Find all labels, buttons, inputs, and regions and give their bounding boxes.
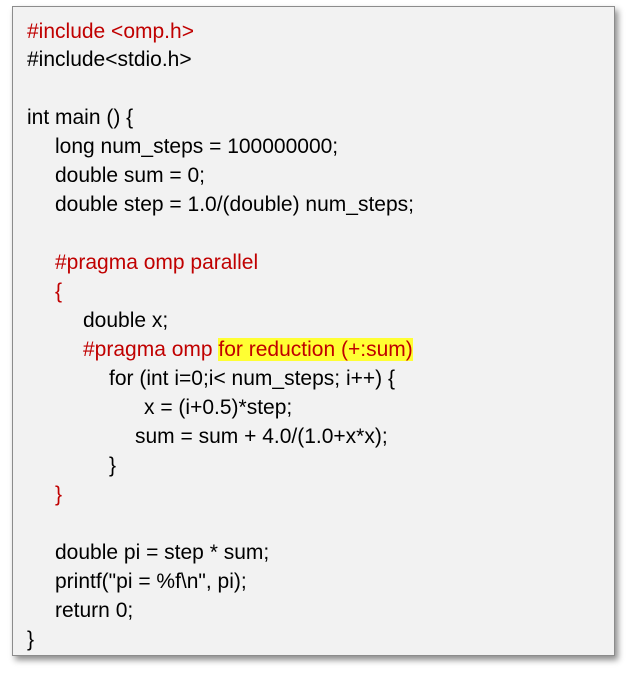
code-listing-panel [12, 6, 615, 656]
step-declaration-line: double step = 1.0/(double) num_steps; [55, 193, 414, 216]
pragma-parallel-line: #pragma omp parallel [55, 251, 259, 274]
main-close-brace: } [27, 628, 35, 651]
x-declaration-line: double x; [83, 309, 169, 332]
sum-declaration-line: double sum = 0; [55, 164, 206, 187]
main-declaration-line: int main () { [27, 106, 134, 129]
for-close-brace: } [109, 454, 117, 477]
sum-update-line: sum = sum + 4.0/(1.0+x*x); [135, 425, 388, 448]
pragma-for-prefix: #pragma omp [83, 338, 219, 361]
for-loop-line: for (int i=0;i< num_steps; i++) { [109, 367, 395, 390]
printf-line: printf("pi = %f\n", pi); [55, 570, 247, 593]
x-assign-line: x = (i+0.5)*step; [144, 396, 293, 419]
pi-declaration-line: double pi = step * sum; [55, 541, 270, 564]
parallel-open-brace: { [55, 280, 63, 303]
include-stdio-line: #include<stdio.h> [27, 48, 192, 71]
parallel-close-brace: } [55, 483, 63, 506]
pragma-for-line [83, 337, 413, 363]
reduction-clause-highlight: for reduction (+:sum) [218, 338, 413, 361]
include-omp-line: #include <omp.h> [27, 20, 194, 43]
num-steps-line: long num_steps = 100000000; [55, 135, 339, 158]
return-line: return 0; [55, 599, 134, 622]
